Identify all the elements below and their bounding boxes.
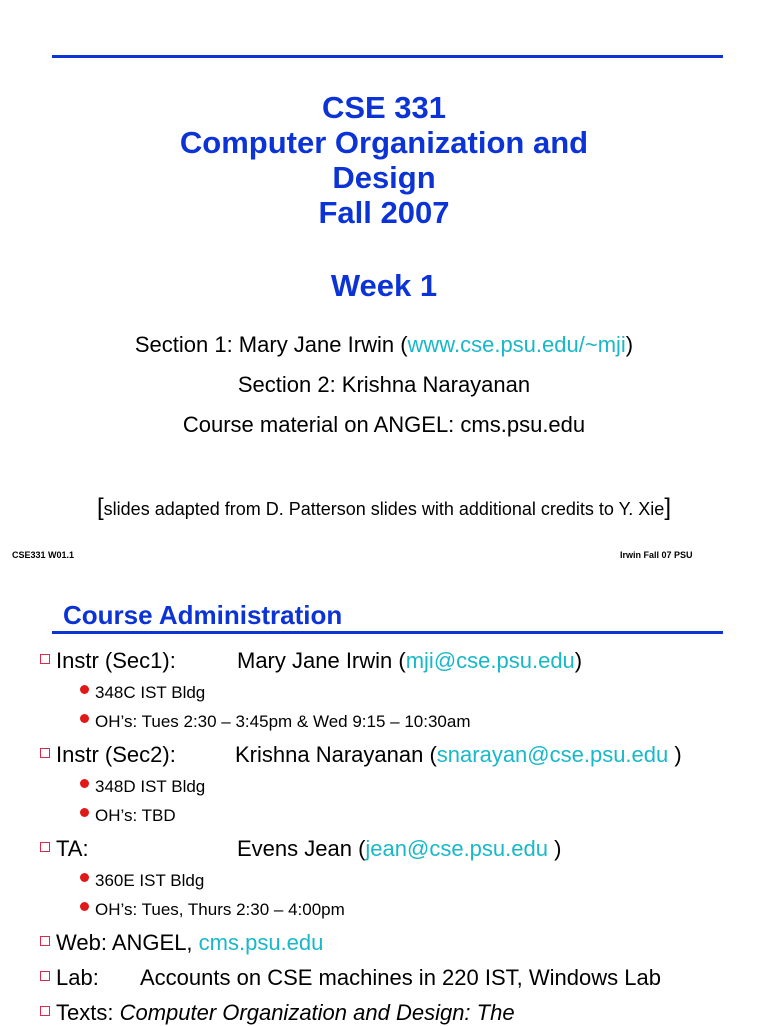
- section1-suffix: ): [625, 332, 634, 357]
- instr2-name: Krishna Narayanan (: [235, 742, 437, 767]
- ta-label: TA:: [56, 836, 89, 861]
- instr1-email-link[interactable]: mji@cse.psu.edu: [405, 648, 575, 673]
- credits-line: [0, 494, 768, 522]
- lab-label: Lab:: [56, 965, 99, 990]
- instr1-name: Mary Jane Irwin (: [237, 648, 406, 673]
- texts-label: Texts:: [56, 1000, 120, 1025]
- instr1-office: [80, 683, 205, 703]
- square-bullet-icon: [40, 654, 50, 664]
- credits-open-bracket: [: [97, 494, 104, 521]
- lab-text: Accounts on CSE machines in 220 IST, Windows Lab: [140, 965, 661, 990]
- section2-line: Section 2: Krishna Narayanan: [237, 372, 531, 397]
- footer-author: Irwin Fall 07 PSU: [620, 550, 693, 560]
- dot-bullet-icon: [80, 873, 89, 882]
- credits-text: slides adapted from D. Patterson slides with additional credits to Y. Xie: [103, 499, 665, 519]
- ta-close: ): [547, 836, 562, 861]
- title-line-3: Design: [332, 160, 436, 195]
- ta-contact: [237, 836, 561, 862]
- square-bullet-icon: [40, 971, 50, 981]
- instr2-hours-text: OH’s: TBD: [95, 806, 176, 825]
- instr1-hours-text: OH’s: Tues 2:30 – 3:45pm & Wed 9:15 – 10:30am: [95, 712, 471, 731]
- square-bullet-icon: [40, 936, 50, 946]
- ta-name: Evens Jean (: [237, 836, 366, 861]
- lab-item: [40, 965, 760, 991]
- slide-title: [0, 90, 768, 230]
- square-bullet-icon: [40, 1006, 50, 1016]
- square-bullet-icon: [40, 748, 50, 758]
- instr2-email-link[interactable]: snarayan@cse.psu.edu: [436, 742, 669, 767]
- section1-prefix: Section 1: Mary Jane Irwin (: [134, 332, 408, 357]
- ta-office-text: 360E IST Bldg: [95, 871, 205, 890]
- instr2-item: [40, 742, 768, 768]
- instr1-label: Instr (Sec1):: [56, 648, 176, 673]
- web-link[interactable]: cms.psu.edu: [198, 930, 324, 955]
- instr1-hours: [80, 712, 471, 732]
- instr2-label: Instr (Sec2):: [56, 742, 176, 767]
- course-material-line: Course material on ANGEL: cms.psu.edu: [182, 412, 586, 437]
- section1-line: [0, 332, 768, 358]
- week-heading: Week 1: [330, 268, 438, 303]
- dot-bullet-icon: [80, 808, 89, 817]
- dot-bullet-icon: [80, 685, 89, 694]
- ta-email-link[interactable]: jean@cse.psu.edu: [365, 836, 548, 861]
- instr1-close: ): [574, 648, 583, 673]
- footer-slide-id: CSE331 W01.1: [12, 550, 75, 560]
- ta-hours-text: OH’s: Tues, Thurs 2:30 – 4:00pm: [95, 900, 345, 919]
- square-bullet-icon: [40, 842, 50, 852]
- instr1-office-text: 348C IST Bldg: [95, 683, 206, 702]
- instr2-close: ): [668, 742, 682, 767]
- instr2-contact: [235, 742, 682, 768]
- admin-title-rule: [52, 631, 723, 634]
- instr2-hours: [80, 806, 176, 826]
- credits-close-bracket: ]: [664, 494, 671, 521]
- ta-item: [40, 836, 680, 862]
- web-item: [40, 930, 323, 956]
- instr1-contact: [237, 648, 582, 674]
- texts-book-title: Computer Organization and Design: The: [119, 1000, 515, 1025]
- dot-bullet-icon: [80, 714, 89, 723]
- ta-office: [80, 871, 204, 891]
- title-line-2: Computer Organization and: [179, 125, 589, 160]
- web-label: Web: ANGEL,: [56, 930, 199, 955]
- top-rule: [52, 55, 723, 58]
- title-line-1: CSE 331: [321, 90, 447, 125]
- instr2-office: [80, 777, 205, 797]
- dot-bullet-icon: [80, 902, 89, 911]
- instr1-item: [40, 648, 760, 674]
- instr2-office-text: 348D IST Bldg: [95, 777, 206, 796]
- section1-homepage-link[interactable]: www.cse.psu.edu/~mji: [407, 332, 626, 357]
- title-line-4: Fall 2007: [318, 195, 450, 230]
- ta-hours: [80, 900, 345, 920]
- admin-title: Course Administration: [63, 600, 343, 630]
- dot-bullet-icon: [80, 779, 89, 788]
- texts-item: [40, 1000, 515, 1026]
